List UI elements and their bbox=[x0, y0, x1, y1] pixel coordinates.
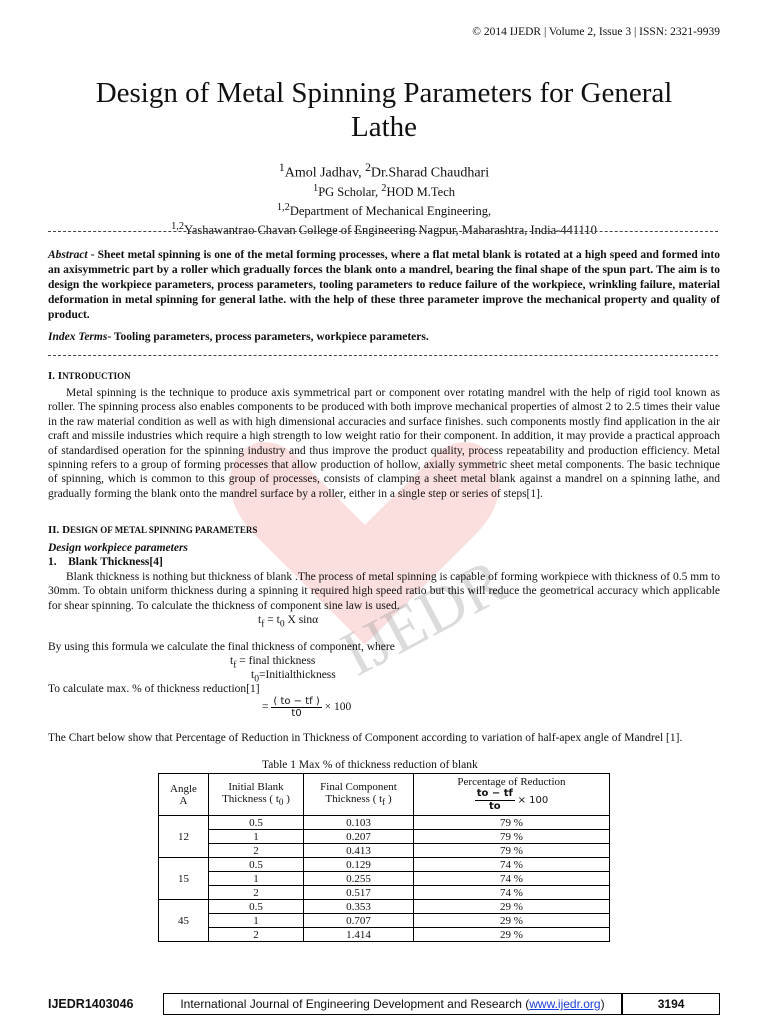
separator bbox=[48, 355, 718, 356]
calc-text: To calculate max. % of thickness reduction[1] bbox=[48, 683, 260, 695]
index-terms-label: Index Terms bbox=[48, 331, 108, 343]
journal-header: © 2014 IJEDR | Volume 2, Issue 3 | ISSN: 2321-9939 bbox=[472, 26, 720, 38]
cell-percentage: 29 % bbox=[414, 928, 610, 942]
footer-journal-link[interactable]: www.ijedr.org bbox=[529, 997, 601, 1011]
table-row bbox=[159, 872, 610, 886]
f-lhs: t bbox=[258, 614, 262, 626]
th-pct-mul: × 100 bbox=[517, 795, 549, 807]
cell-initial: 2 bbox=[209, 886, 304, 900]
abstract bbox=[48, 248, 720, 323]
th-angle-1: Angle bbox=[170, 782, 197, 795]
design-num: II. bbox=[48, 524, 63, 536]
def2-t: t bbox=[251, 669, 255, 681]
th-angle bbox=[159, 774, 209, 816]
def2: =Initialthickness bbox=[259, 669, 336, 681]
college: Yashawantrao Chavan College of Engineering Nagpur, Maharashtra, India-441110 bbox=[184, 223, 597, 238]
cell-initial: 1 bbox=[209, 830, 304, 844]
cell-final: 1.414 bbox=[304, 928, 414, 942]
index-terms bbox=[48, 331, 720, 343]
role2: HOD M.Tech bbox=[386, 184, 455, 199]
college-sup: 1,2 bbox=[171, 220, 185, 232]
table-row bbox=[159, 844, 610, 858]
cell-percentage: 74 % bbox=[414, 872, 610, 886]
cell-percentage: 74 % bbox=[414, 886, 610, 900]
cell-final: 0.413 bbox=[304, 844, 414, 858]
f-rhs: X sinα bbox=[284, 614, 319, 626]
role-sup2: 2 bbox=[381, 182, 387, 194]
section-heading-intro bbox=[48, 370, 131, 382]
cell-angle: 15 bbox=[159, 858, 209, 900]
table-caption: Table 1 Max % of thickness reduction of blank bbox=[262, 759, 478, 771]
reduction-table bbox=[158, 773, 610, 942]
th-initial bbox=[209, 774, 304, 816]
cell-final: 0.255 bbox=[304, 872, 414, 886]
th-pct-fraction bbox=[475, 788, 515, 813]
abstract-label: Abstract bbox=[48, 249, 88, 261]
th-final bbox=[304, 774, 414, 816]
intro-num: I. bbox=[48, 370, 58, 382]
cell-final: 0.517 bbox=[304, 886, 414, 900]
paper-title-line1: Design of Metal Spinning Parameters for General bbox=[95, 77, 673, 109]
cell-initial: 0.5 bbox=[209, 900, 304, 914]
table-header-row bbox=[159, 774, 610, 816]
dept-sup: 1,2 bbox=[276, 201, 290, 213]
def1-t: t bbox=[230, 655, 234, 667]
th-pct: Percentage of Reduction bbox=[457, 776, 566, 788]
cell-angle: 12 bbox=[159, 816, 209, 858]
author-name1: Amol Jadhav, bbox=[284, 165, 366, 181]
table-row bbox=[159, 928, 610, 942]
f-mid-sub: 0 bbox=[279, 618, 285, 630]
th-angle-2: A bbox=[179, 794, 188, 807]
eq-prefix: = bbox=[262, 701, 272, 714]
th-final-2: Thickness ( t bbox=[325, 792, 383, 805]
cell-percentage: 79 % bbox=[414, 830, 610, 844]
chart-paragraph: The Chart below show that Percentage of Reduction in Thickness of Component according to variation of half-apex angle of Mandrel [1]. bbox=[48, 732, 683, 744]
paper-title-line2: Lathe bbox=[350, 111, 417, 143]
author-dept bbox=[40, 200, 728, 219]
def1-sub: f bbox=[233, 659, 237, 671]
th-final-3: ) bbox=[385, 792, 392, 805]
role1: PG Scholar, bbox=[318, 184, 382, 199]
footer-journal-text: International Journal of Engineering Development and Research ( bbox=[180, 997, 530, 1011]
cell-final: 0.707 bbox=[304, 914, 414, 928]
f-mid: = t bbox=[264, 614, 280, 626]
eq-fraction bbox=[271, 696, 321, 719]
th-pct-num: to − tf bbox=[476, 788, 513, 799]
table-row bbox=[159, 914, 610, 928]
cell-initial: 0.5 bbox=[209, 858, 304, 872]
footer-journal-close: ) bbox=[600, 997, 605, 1011]
cell-initial: 1 bbox=[209, 914, 304, 928]
watermark-text: IJEDR bbox=[329, 544, 518, 690]
cell-percentage: 74 % bbox=[414, 858, 610, 872]
cell-initial: 1 bbox=[209, 872, 304, 886]
subsection-heading: Design workpiece parameters bbox=[48, 542, 188, 554]
th-percentage bbox=[414, 774, 610, 816]
cell-percentage: 29 % bbox=[414, 900, 610, 914]
cell-initial: 2 bbox=[209, 928, 304, 942]
dept: Department of Mechanical Engineering, bbox=[289, 203, 492, 218]
th-final-sub: f bbox=[382, 797, 386, 808]
cell-final: 0.103 bbox=[304, 816, 414, 830]
footer-journal bbox=[163, 993, 622, 1015]
def2-sub: 0 bbox=[254, 673, 259, 685]
footer-paper-id: IJEDR1403046 bbox=[48, 997, 134, 1011]
table-row bbox=[159, 830, 610, 844]
item-heading: 1. Blank Thickness[4] bbox=[48, 556, 163, 568]
cell-angle: 45 bbox=[159, 900, 209, 942]
eq-suffix: × 100 bbox=[324, 701, 352, 714]
cell-percentage: 79 % bbox=[414, 816, 610, 830]
reduction-equation bbox=[262, 696, 351, 719]
role-sup1: 1 bbox=[312, 182, 319, 194]
cell-final: 0.207 bbox=[304, 830, 414, 844]
eq-num: ( to − tf ) bbox=[273, 696, 320, 707]
design-cap: D bbox=[62, 524, 71, 536]
eq-den: t0 bbox=[291, 708, 302, 719]
cell-final: 0.353 bbox=[304, 900, 414, 914]
footer-page-number: 3194 bbox=[622, 993, 720, 1015]
table-row bbox=[159, 886, 610, 900]
cell-initial: 0.5 bbox=[209, 816, 304, 830]
author-names bbox=[40, 160, 728, 181]
def-final-thickness bbox=[230, 655, 315, 670]
cell-final: 0.129 bbox=[304, 858, 414, 872]
th-pct-den: to bbox=[488, 801, 501, 812]
design-rest: ESIGN OF METAL SPINNING PARAMETERS bbox=[70, 525, 258, 535]
author-block bbox=[40, 160, 728, 238]
table-body bbox=[159, 816, 610, 942]
def1: = final thickness bbox=[236, 655, 316, 667]
blank-thickness-paragraph: Blank thickness is nothing but thickness of blank .The process of metal spinning is capable of forming workpiece with thickness of 0.5 mm to 30mm. To obtain uniform thickness during a spinning it required high speed ratio but this will reduce the geometrical accuracy which applicable for shear spinning. To calculate the thickness of component sine law is used. bbox=[48, 571, 720, 612]
cell-percentage: 29 % bbox=[414, 914, 610, 928]
f-lhs-sub: f bbox=[261, 618, 265, 630]
author-roles bbox=[40, 181, 728, 200]
th-initial-3: ) bbox=[283, 792, 290, 805]
th-initial-1: Initial Blank bbox=[228, 780, 284, 793]
page-footer bbox=[48, 993, 720, 1015]
cell-percentage: 79 % bbox=[414, 844, 610, 858]
def-initial-thickness bbox=[251, 669, 336, 684]
th-initial-sub: 0 bbox=[278, 797, 284, 808]
cell-initial: 2 bbox=[209, 844, 304, 858]
index-terms-text: - Tooling parameters, process parameters, workpiece parameters. bbox=[107, 331, 429, 343]
intro-paragraph: Metal spinning is the technique to produce axis symmetrical part or component over rotating mandrel with the help of rigid tool known as roller. The spinning process also enables components to be produced with both improve mechanical properties of almost 2 to 2.5 times their value in the raw material condition as well as with high dimensional accuracies and surface finishes. such components mostly find application in the air craft and missile industries which require a high strength to low weight ratio for their component. In addition, it may provide a practical approach of standardised operation for the spinning industry and thus improve the product quality, process repeatability and production efficiency. Metal spinning refers to a group of forming processes that allow production of hollow, axially symmetric sheet metal components. The basic technique of spinning, which is common to this group of processes, consists of clamping a sheet metal blank against a mandrel on a spinning lathe, and gradually forming the blank onto the mandrel surface by a roller, either in a single step or series of steps[1]. bbox=[48, 387, 720, 500]
table-row bbox=[159, 858, 610, 872]
intro-rest: NTRODUCTION bbox=[62, 371, 131, 381]
table-row bbox=[159, 900, 610, 914]
th-initial-2: Thickness ( t bbox=[222, 792, 279, 805]
author-college bbox=[40, 219, 728, 238]
using-formula-text: By using this formula we calculate the final thickness of component, where bbox=[48, 641, 395, 653]
sine-law-formula bbox=[258, 614, 318, 629]
author-name2: Dr.Sharad Chaudhari bbox=[370, 165, 490, 181]
th-final-1: Final Component bbox=[320, 780, 397, 793]
section-heading-design bbox=[48, 524, 257, 536]
table-row bbox=[159, 816, 610, 830]
author-sup1: 1 bbox=[278, 161, 285, 174]
separator bbox=[48, 231, 718, 232]
author-sup2: 2 bbox=[365, 161, 371, 174]
intro-cap: I bbox=[57, 370, 63, 382]
abstract-text: - Sheet metal spinning is one of the metal forming processes, where a flat metal blank is rotated at a high speed and formed into an axisymmetric part by a roller which gradually forces the blank onto a mandrel, bearing the final shape of the spun part. The aim is to design the workpiece parameters, process parameters, tooling parameters to reduce failure of the workpiece, wrinkling failure, material deformation in metal spinning for general lathe. with the help of these three parameter improve the mechanical property and quality of product. bbox=[48, 249, 720, 321]
paper-title bbox=[40, 76, 728, 144]
